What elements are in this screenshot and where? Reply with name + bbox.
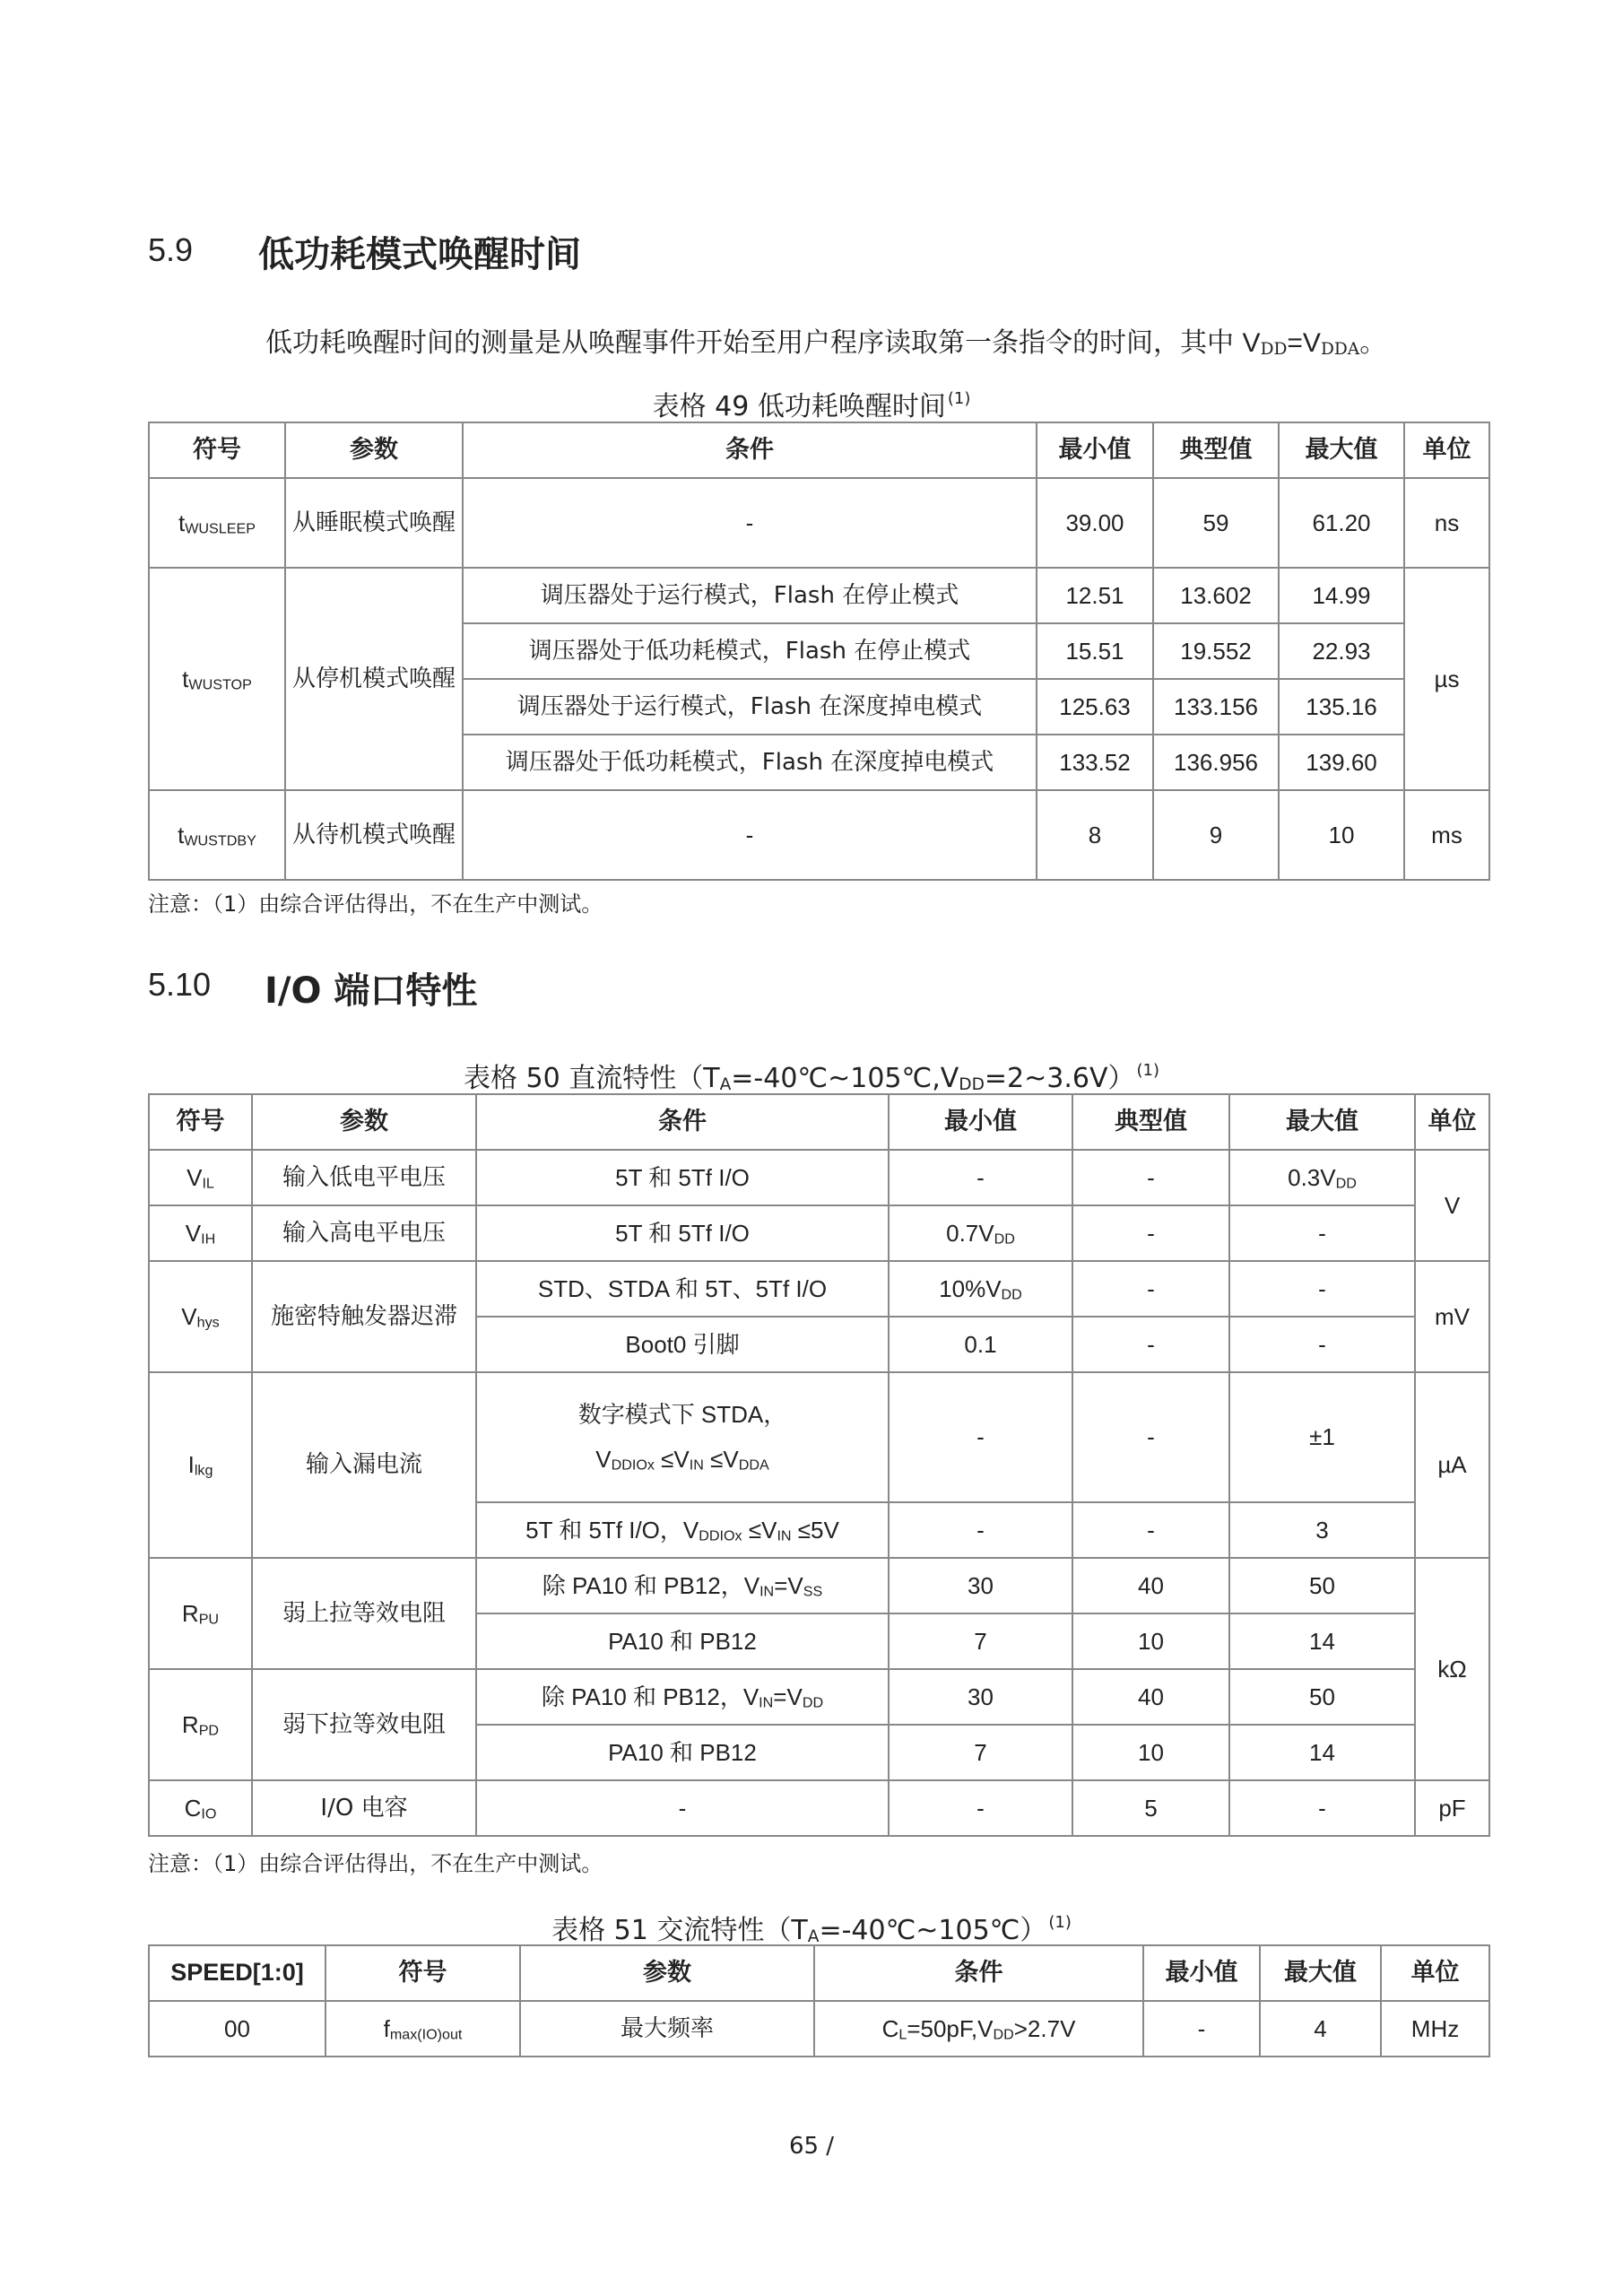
max-cell: 50 bbox=[1229, 1558, 1415, 1613]
table-row bbox=[149, 1372, 1489, 1502]
table50-header-row bbox=[149, 1094, 1489, 1150]
min-cell: 30 bbox=[889, 1558, 1072, 1613]
typ-cell: - bbox=[1072, 1502, 1229, 1558]
section-title-5-9: 低功耗模式唤醒时间 bbox=[258, 234, 581, 275]
table50-header-unit: 单位 bbox=[1415, 1094, 1489, 1150]
table50-caption: 表格 50 直流特性$(T_A=-40℃\sim 105℃,V_{DD}=2\sim 3.6V)$ $^{(1)}$ bbox=[463, 1061, 1160, 1094]
unit-cell: mV bbox=[1415, 1261, 1489, 1372]
max-cell: 10 bbox=[1279, 790, 1404, 880]
table51-header-unit: 单位 bbox=[1381, 1945, 1489, 2001]
table49-header-condition: 条件 bbox=[463, 422, 1037, 478]
condition-cell: PA10 和 PB12 bbox=[476, 1725, 889, 1780]
table-row bbox=[149, 2001, 1489, 2057]
unit-cell: ns bbox=[1404, 478, 1489, 568]
min-cell: - bbox=[889, 1150, 1072, 1205]
table49-header-param: 参数 bbox=[285, 422, 463, 478]
max-cell: - bbox=[1229, 1780, 1415, 1836]
condition-cell: 调压器处于低功耗模式，Flash 在停止模式 bbox=[463, 623, 1037, 679]
condition-cell: 除 PA10 和 PB12，$V_{IN}=V_{DD}$ bbox=[476, 1669, 889, 1725]
table51-header-min: 最小值 bbox=[1143, 1945, 1260, 2001]
condition-cell: 5T 和 5Tf I/O，$V_{DDIOx} \le V_{IN} \le 5V$ bbox=[476, 1502, 889, 1558]
condition-cell: 除 PA10 和 PB12，$V_{IN}=V_{SS}$ bbox=[476, 1558, 889, 1613]
symbol-cell: $C_{IO}$ bbox=[149, 1780, 252, 1836]
max-cell: 3 bbox=[1229, 1502, 1415, 1558]
max-cell: 61.20 bbox=[1279, 478, 1404, 568]
param-cell: 输入高电平电压 bbox=[252, 1205, 476, 1261]
table49 bbox=[148, 422, 1490, 881]
condition-cell: 5T 和 5Tf I/O bbox=[476, 1150, 889, 1205]
table49-header-min: 最小值 bbox=[1037, 422, 1153, 478]
table50-note: 注意：（1）由综合评估得出，不在生产中测试。 bbox=[148, 1851, 603, 1876]
max-cell: - bbox=[1229, 1261, 1415, 1317]
typ-cell: 59 bbox=[1153, 478, 1279, 568]
typ-cell: - bbox=[1072, 1205, 1229, 1261]
section-number-5-10: 5.10 bbox=[148, 966, 212, 1003]
max-cell: - bbox=[1229, 1205, 1415, 1261]
symbol-cell: $I_{lkg}$ bbox=[149, 1372, 252, 1558]
table51-header-param: 参数 bbox=[520, 1945, 814, 2001]
typ-cell: 133.156 bbox=[1153, 679, 1279, 735]
typ-cell: 10 bbox=[1072, 1613, 1229, 1669]
typ-cell: - bbox=[1072, 1372, 1229, 1502]
unit-cell: kΩ bbox=[1415, 1558, 1489, 1780]
condition-line-1: 数字模式下 STDA， bbox=[577, 1401, 787, 1429]
table51 bbox=[148, 1944, 1490, 2057]
typ-cell: 9 bbox=[1153, 790, 1279, 880]
table49-header-symbol: 符号 bbox=[149, 422, 285, 478]
typ-cell: - bbox=[1072, 1150, 1229, 1205]
table51-header-symbol: 符号 bbox=[325, 1945, 520, 2001]
typ-cell: 40 bbox=[1072, 1558, 1229, 1613]
min-cell: 7 bbox=[889, 1613, 1072, 1669]
table50-header-max: 最大值 bbox=[1229, 1094, 1415, 1150]
condition-cell: - bbox=[463, 478, 1037, 568]
symbol-cell: $V_{IH}$ bbox=[149, 1205, 252, 1261]
max-cell: ±1 bbox=[1229, 1372, 1415, 1502]
unit-cell: µA bbox=[1415, 1372, 1489, 1558]
max-cell: 50 bbox=[1229, 1669, 1415, 1725]
min-cell: - bbox=[889, 1780, 1072, 1836]
table-row bbox=[149, 1205, 1489, 1261]
unit-cell: µs bbox=[1404, 568, 1489, 790]
condition-cell: PA10 和 PB12 bbox=[476, 1613, 889, 1669]
max-cell: 139.60 bbox=[1279, 735, 1404, 790]
condition-cell: $C_L=50pF,V_{DD}>2.7V$ bbox=[814, 2001, 1143, 2057]
param-cell: 从待机模式唤醒 bbox=[285, 790, 463, 880]
page-number: 65 / bbox=[788, 2133, 835, 2160]
symbol-cell: $V_{IL}$ bbox=[149, 1150, 252, 1205]
typ-cell: 13.602 bbox=[1153, 568, 1279, 623]
min-cell: 8 bbox=[1037, 790, 1153, 880]
unit-cell: pF bbox=[1415, 1780, 1489, 1836]
table50 bbox=[148, 1093, 1490, 1837]
table-row bbox=[149, 478, 1489, 568]
min-cell: 125.63 bbox=[1037, 679, 1153, 735]
min-cell: 15.51 bbox=[1037, 623, 1153, 679]
typ-cell: - bbox=[1072, 1261, 1229, 1317]
max-cell: - bbox=[1229, 1317, 1415, 1372]
param-cell: 最大频率 bbox=[520, 2001, 814, 2057]
min-cell: - bbox=[1143, 2001, 1260, 2057]
condition-cell: - bbox=[476, 1780, 889, 1836]
symbol-cell: $R_{PD}$ bbox=[149, 1669, 252, 1780]
typ-cell: 5 bbox=[1072, 1780, 1229, 1836]
unit-cell: ms bbox=[1404, 790, 1489, 880]
typ-cell: 136.956 bbox=[1153, 735, 1279, 790]
table49-header-typ: 典型值 bbox=[1153, 422, 1279, 478]
symbol-cell: $V_{hys}$ bbox=[149, 1261, 252, 1372]
table-row bbox=[149, 1150, 1489, 1205]
symbol-cell: $t_{WUSTOP}$ bbox=[149, 568, 285, 790]
max-cell: 14.99 bbox=[1279, 568, 1404, 623]
table-row bbox=[149, 1261, 1489, 1317]
condition-cell: STD、STDA 和 5T、5Tf I/O bbox=[476, 1261, 889, 1317]
min-cell: 7 bbox=[889, 1725, 1072, 1780]
section-title-5-10: I/O 端口特性 bbox=[265, 970, 478, 1012]
table51-header-condition: 条件 bbox=[814, 1945, 1143, 2001]
table-row bbox=[149, 1669, 1489, 1725]
min-cell: 0.1 bbox=[889, 1317, 1072, 1372]
typ-cell: - bbox=[1072, 1317, 1229, 1372]
unit-cell: MHz bbox=[1381, 2001, 1489, 2057]
min-cell: - bbox=[889, 1502, 1072, 1558]
table49-header-max: 最大值 bbox=[1279, 422, 1404, 478]
table49-header-unit: 单位 bbox=[1404, 422, 1489, 478]
max-cell: 22.93 bbox=[1279, 623, 1404, 679]
symbol-cell: $t_{WUSTDBY}$ bbox=[149, 790, 285, 880]
table51-header-max: 最大值 bbox=[1260, 1945, 1381, 2001]
min-cell: 133.52 bbox=[1037, 735, 1153, 790]
table50-header-condition: 条件 bbox=[476, 1094, 889, 1150]
typ-cell: 40 bbox=[1072, 1669, 1229, 1725]
table49-caption: 表格 49 低功耗唤醒时间 $^{(1)}$ bbox=[652, 389, 971, 422]
symbol-cell: $f_{max(IO)out}$ bbox=[325, 2001, 520, 2057]
min-cell: - bbox=[889, 1372, 1072, 1502]
param-cell: 弱下拉等效电阻 bbox=[252, 1669, 476, 1780]
table50-header-typ: 典型值 bbox=[1072, 1094, 1229, 1150]
param-cell: 输入低电平电压 bbox=[252, 1150, 476, 1205]
speed-cell: 00 bbox=[149, 2001, 325, 2057]
table50-header-symbol: 符号 bbox=[149, 1094, 252, 1150]
condition-cell: 调压器处于低功耗模式，Flash 在深度掉电模式 bbox=[463, 735, 1037, 790]
table51-header-row bbox=[149, 1945, 1489, 2001]
param-cell: I/O 电容 bbox=[252, 1780, 476, 1836]
table-row bbox=[149, 1780, 1489, 1836]
table49-note: 注意：（1）由综合评估得出，不在生产中测试。 bbox=[148, 891, 603, 917]
condition-cell: 调压器处于运行模式，Flash 在深度掉电模式 bbox=[463, 679, 1037, 735]
table49-header-row bbox=[149, 422, 1489, 478]
condition-line-2: $V_{DDIOx} \le V_{IN} \le V_{DDA}$ bbox=[595, 1445, 769, 1473]
table-row bbox=[149, 1558, 1489, 1613]
table50-header-min: 最小值 bbox=[889, 1094, 1072, 1150]
unit-cell: V bbox=[1415, 1150, 1489, 1261]
max-cell: 14 bbox=[1229, 1725, 1415, 1780]
table51-header-speed: SPEED[1:0] bbox=[149, 1945, 325, 2001]
table50-header-param: 参数 bbox=[252, 1094, 476, 1150]
table51-caption: 表格 51 交流特性$(T_A=-40℃\sim 105℃)$ $^{(1)}$ bbox=[551, 1913, 1072, 1946]
intro-paragraph: 低功耗唤醒时间的测量是从唤醒事件开始至用户程序读取第一条指令的时间，其中 $V_{DD}=V_{DDA}$。 bbox=[265, 327, 1387, 359]
param-cell: 弱上拉等效电阻 bbox=[252, 1558, 476, 1669]
param-cell: 从睡眠模式唤醒 bbox=[285, 478, 463, 568]
param-cell: 从停机模式唤醒 bbox=[285, 568, 463, 790]
min-cell: $0.7V_{DD}$ bbox=[889, 1205, 1072, 1261]
table-row bbox=[149, 790, 1489, 880]
max-cell: $0.3V_{DD}$ bbox=[1229, 1150, 1415, 1205]
max-cell: 135.16 bbox=[1279, 679, 1404, 735]
table-row bbox=[149, 568, 1489, 623]
typ-cell: 10 bbox=[1072, 1725, 1229, 1780]
symbol-cell: $t_{WUSLEEP}$ bbox=[149, 478, 285, 568]
condition-cell: - bbox=[463, 790, 1037, 880]
section-number-5-9: 5.9 bbox=[148, 231, 194, 268]
condition-cell bbox=[476, 1372, 889, 1502]
max-cell: 14 bbox=[1229, 1613, 1415, 1669]
condition-cell: 调压器处于运行模式，Flash 在停止模式 bbox=[463, 568, 1037, 623]
param-cell: 输入漏电流 bbox=[252, 1372, 476, 1558]
condition-cell: Boot0 引脚 bbox=[476, 1317, 889, 1372]
max-cell: 4 bbox=[1260, 2001, 1381, 2057]
min-cell: 30 bbox=[889, 1669, 1072, 1725]
condition-cell: 5T 和 5Tf I/O bbox=[476, 1205, 889, 1261]
min-cell: 39.00 bbox=[1037, 478, 1153, 568]
typ-cell: 19.552 bbox=[1153, 623, 1279, 679]
min-cell: $10\%V_{DD}$ bbox=[889, 1261, 1072, 1317]
symbol-cell: $R_{PU}$ bbox=[149, 1558, 252, 1669]
min-cell: 12.51 bbox=[1037, 568, 1153, 623]
param-cell: 施密特触发器迟滞 bbox=[252, 1261, 476, 1372]
